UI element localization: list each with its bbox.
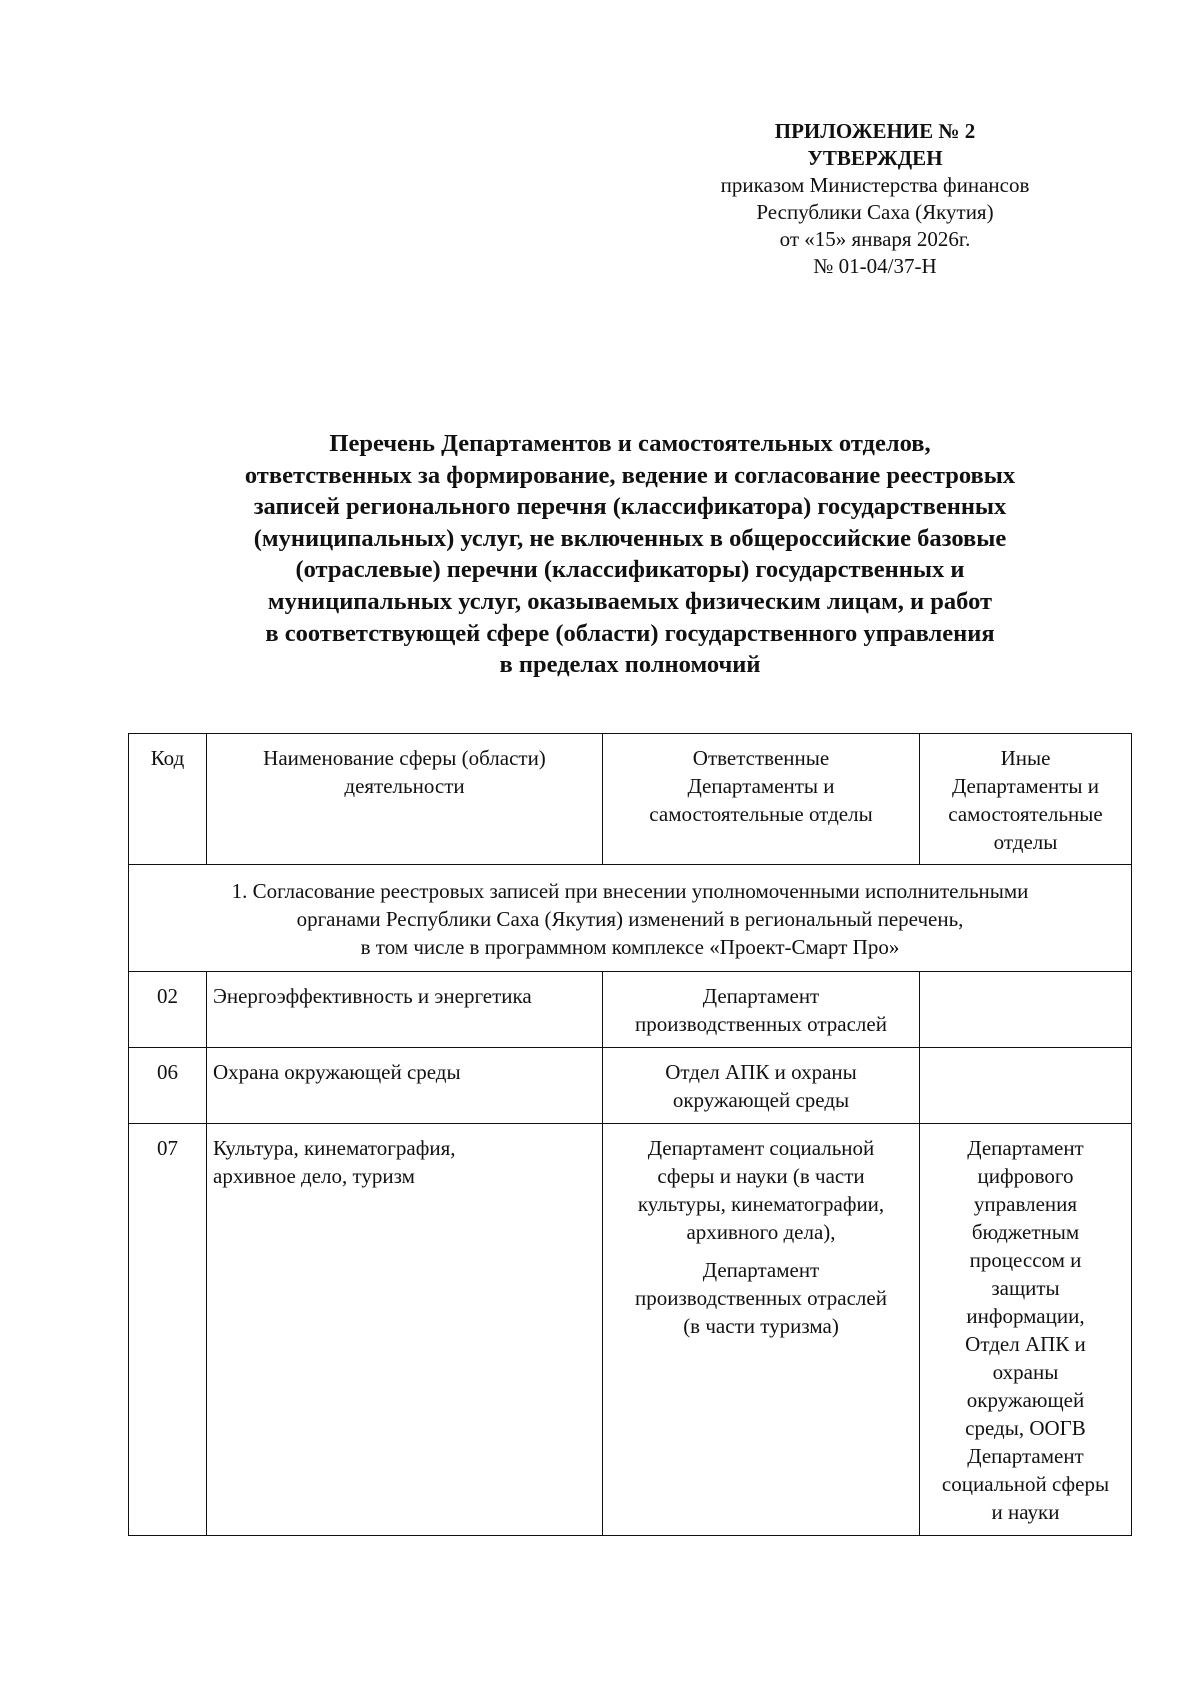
row-name: Энергоэффективность и энергетика — [207, 972, 603, 1048]
row-name: Культура, кинематография, архивное дело, туризм — [207, 1124, 603, 1536]
row-code: 07 — [129, 1124, 207, 1536]
section-row — [129, 865, 1132, 972]
header-responsible: Ответственные Департаменты и самостоятельные отделы — [603, 734, 920, 865]
row-name: Охрана окружающей среды — [207, 1048, 603, 1124]
approval-order-line: приказом Министерства финансов — [720, 173, 1030, 197]
title-line: записей регионального перечня (классификатора) государственных — [253, 493, 1007, 521]
row-other — [920, 972, 1132, 1048]
section-heading: 1. Согласование реестровых записей при внесении уполномоченными исполнительными органами Республики Саха (Якутия) изменений в региональный перечень, в том числе в программном комплексе «Проект-Смарт Про» — [129, 865, 1132, 972]
table-row — [129, 972, 1132, 1048]
row-code: 06 — [129, 1048, 207, 1124]
row-responsible: Департамент производственных отраслей — [603, 972, 920, 1048]
row-responsible: Департамент социальной сферы и науки (в части культуры, кинематографии, архивного дела), Департамент производственных отраслей (в части туризма) — [603, 1124, 920, 1536]
table-row — [129, 1048, 1132, 1124]
row-responsible: Отдел АПК и охраны окружающей среды — [603, 1048, 920, 1124]
header-code: Код — [129, 734, 207, 865]
approved-label: УТВЕРЖДЕН — [807, 146, 943, 170]
registry-table — [128, 733, 1132, 1536]
appendix-label: ПРИЛОЖЕНИЕ № 2 — [774, 119, 976, 143]
title-line: в пределах полномочий — [499, 651, 761, 679]
approval-region-line: Республики Саха (Якутия) — [756, 200, 994, 224]
row-other: Департамент цифрового управления бюджетным процессом и защиты информации, Отдел АПК и охраны окружающей среды, ООГВ Департамент социальной сферы и науки — [920, 1124, 1132, 1536]
row-code: 02 — [129, 972, 207, 1048]
row-other — [920, 1048, 1132, 1124]
title-line: в соответствующей сфере (области) государственного управления — [265, 619, 995, 647]
approval-date: от «15» января 2026г. — [779, 227, 971, 251]
approval-block — [690, 118, 1060, 280]
title-line: (отраслевые) перечни (классификаторы) государственных и — [295, 556, 965, 584]
header-other: Иные Департаменты и самостоятельные отделы — [920, 734, 1132, 865]
title-line: муниципальных услуг, оказываемых физическим лицам, и работ — [267, 587, 993, 615]
header-name: Наименование сферы (области) деятельности — [207, 734, 603, 865]
table-row — [129, 1124, 1132, 1536]
title-line: ответственных за формирование, ведение и согласование реестровых — [244, 461, 1016, 489]
title-line: (муниципальных) услуг, не включенных в общероссийские базовые — [253, 524, 1007, 552]
document-title — [130, 428, 1130, 681]
title-line: Перечень Департаментов и самостоятельных отделов, — [329, 430, 931, 457]
table-header-row — [129, 734, 1132, 865]
approval-number: № 01-04/37-Н — [813, 254, 937, 278]
